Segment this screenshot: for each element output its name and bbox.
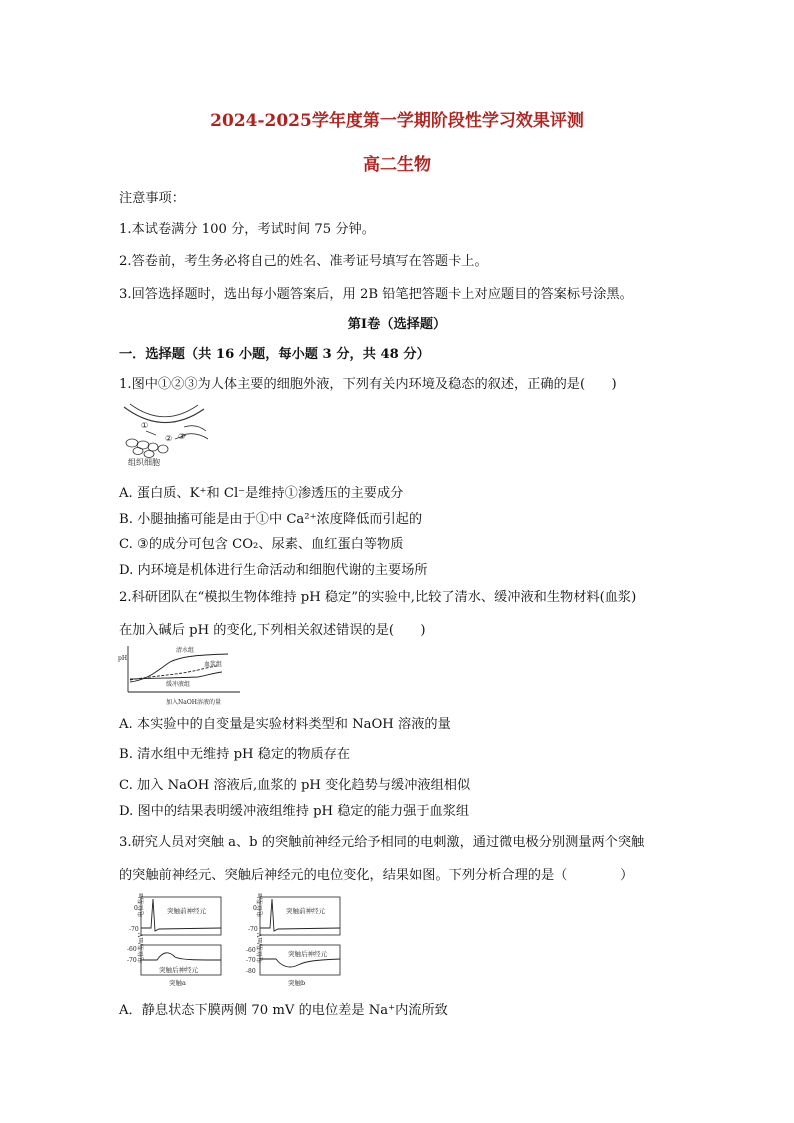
question-2-option-a: A. 本实验中的自变量是实验材料类型和 NaOH 溶液的量 [119, 717, 451, 732]
question-3-stem-line1: 3.研究人员对突触 a、b 的突触前神经元给予相同的电刺激，通过微电极分别测量两个突触 [119, 835, 645, 850]
figure-x-label: 加入NaOH溶液的量 [166, 699, 221, 706]
note-item: 1.本试卷满分 100 分，考试时间 75 分钟。 [119, 222, 375, 237]
question-2-option-b: B. 清水组中无维持 pH 稳定的物质存在 [119, 747, 351, 762]
part-title: 第Ⅰ卷（选择题） [347, 317, 447, 332]
y-axis-label: 电位差/mV [138, 893, 145, 917]
post-neuron-label: 突触后神经元 [159, 966, 198, 974]
question-2-option-d: D. 图中的结果表明缓冲液组维持 pH 稳定的能力强于血浆组 [119, 804, 470, 819]
question-3-stem-line2: 的突触前神经元、突触后神经元的电位变化，结果如图。下列分析合理的是（ ） [119, 868, 634, 883]
question-3-figure-a [117, 893, 225, 993]
question-1-stem: 1.图中①②③为人体主要的细胞外液，下列有关内环境及稳态的叙述，正确的是( ) [119, 377, 617, 392]
tick-0: 0 [253, 905, 257, 912]
y-axis-label: 电位差/mV [138, 932, 145, 963]
tick-m70: -70 [246, 957, 256, 964]
series-label-buffer: 缓冲液组 [166, 681, 191, 688]
question-2-stem-line1: 2.科研团队在“模拟生物体维持 pH 稳定”的实验中,比较了清水、缓冲液和生物材料(血浆) [119, 590, 637, 605]
tick-m80: -80 [246, 968, 256, 975]
tick-m70: -70 [248, 926, 258, 933]
question-1-option-c: C. ③的成分可包含 CO₂、尿素、血红蛋白等物质 [119, 537, 404, 552]
tick-m70: -70 [127, 957, 137, 964]
y-axis-label: 电位差/mV [257, 932, 264, 963]
figure-label-3: ③ [178, 432, 186, 441]
pre-neuron-label: 突触前神经元 [167, 907, 206, 915]
y-axis-label: 电位差/mV [257, 893, 264, 917]
figure-caption: 组织细胞 [128, 458, 160, 467]
synapse-a-label: 突触a [169, 979, 186, 987]
post-neuron-label: 突触后神经元 [288, 950, 327, 958]
exam-title: 2024-2025学年度第一学期阶段性学习效果评测 [210, 111, 584, 131]
tick-m60: -60 [246, 947, 256, 954]
question-1-option-a: A. 蛋白质、K⁺和 Cl⁻是维持①渗透压的主要成分 [119, 486, 404, 501]
figure-y-label: pH [118, 655, 128, 662]
exam-subject: 高二生物 [363, 155, 431, 175]
question-1-option-d: D. 内环境是机体进行生命活动和细胞代谢的主要场所 [119, 563, 428, 578]
tick-0: 0 [134, 905, 138, 912]
question-3-figure-b [236, 893, 344, 993]
figure-label-2: ② [165, 434, 173, 443]
synapse-b-label: 突触b [288, 979, 306, 987]
series-label-plasma: 血浆组 [204, 661, 223, 668]
section-title: 一．选择题（共 16 小题，每小题 3 分，共 48 分） [119, 347, 430, 362]
question-2-option-c: C. 加入 NaOH 溶液后,血浆的 pH 变化趋势与缓冲液组相似 [119, 778, 471, 793]
pre-neuron-label: 突触前神经元 [286, 907, 325, 915]
tick-m60: -60 [127, 946, 137, 953]
figure-label-1: ① [141, 421, 149, 430]
question-3-option-a: A．静息状态下膜两侧 70 mV 的电位差是 Na⁺内流所致 [119, 1003, 448, 1018]
note-item: 3.回答选择题时，选出每小题答案后，用 2B 铅笔把答题卡上对应题目的答案标号涂黑。 [119, 287, 633, 302]
question-2-figure [118, 642, 248, 712]
notes-heading: 注意事项： [119, 191, 185, 206]
tick-m70: -70 [129, 926, 139, 933]
question-2-stem-line2: 在加入碱后 pH 的变化,下列相关叙述错误的是( ) [119, 623, 426, 638]
question-1-option-b: B. 小腿抽搐可能是由于①中 Ca²⁺浓度降低而引起的 [119, 512, 423, 527]
series-label-water: 清水组 [176, 647, 195, 654]
note-item: 2.答卷前，考生务必将自己的姓名、准考证号填写在答题卡上。 [119, 254, 488, 269]
question-1-figure [120, 401, 210, 471]
